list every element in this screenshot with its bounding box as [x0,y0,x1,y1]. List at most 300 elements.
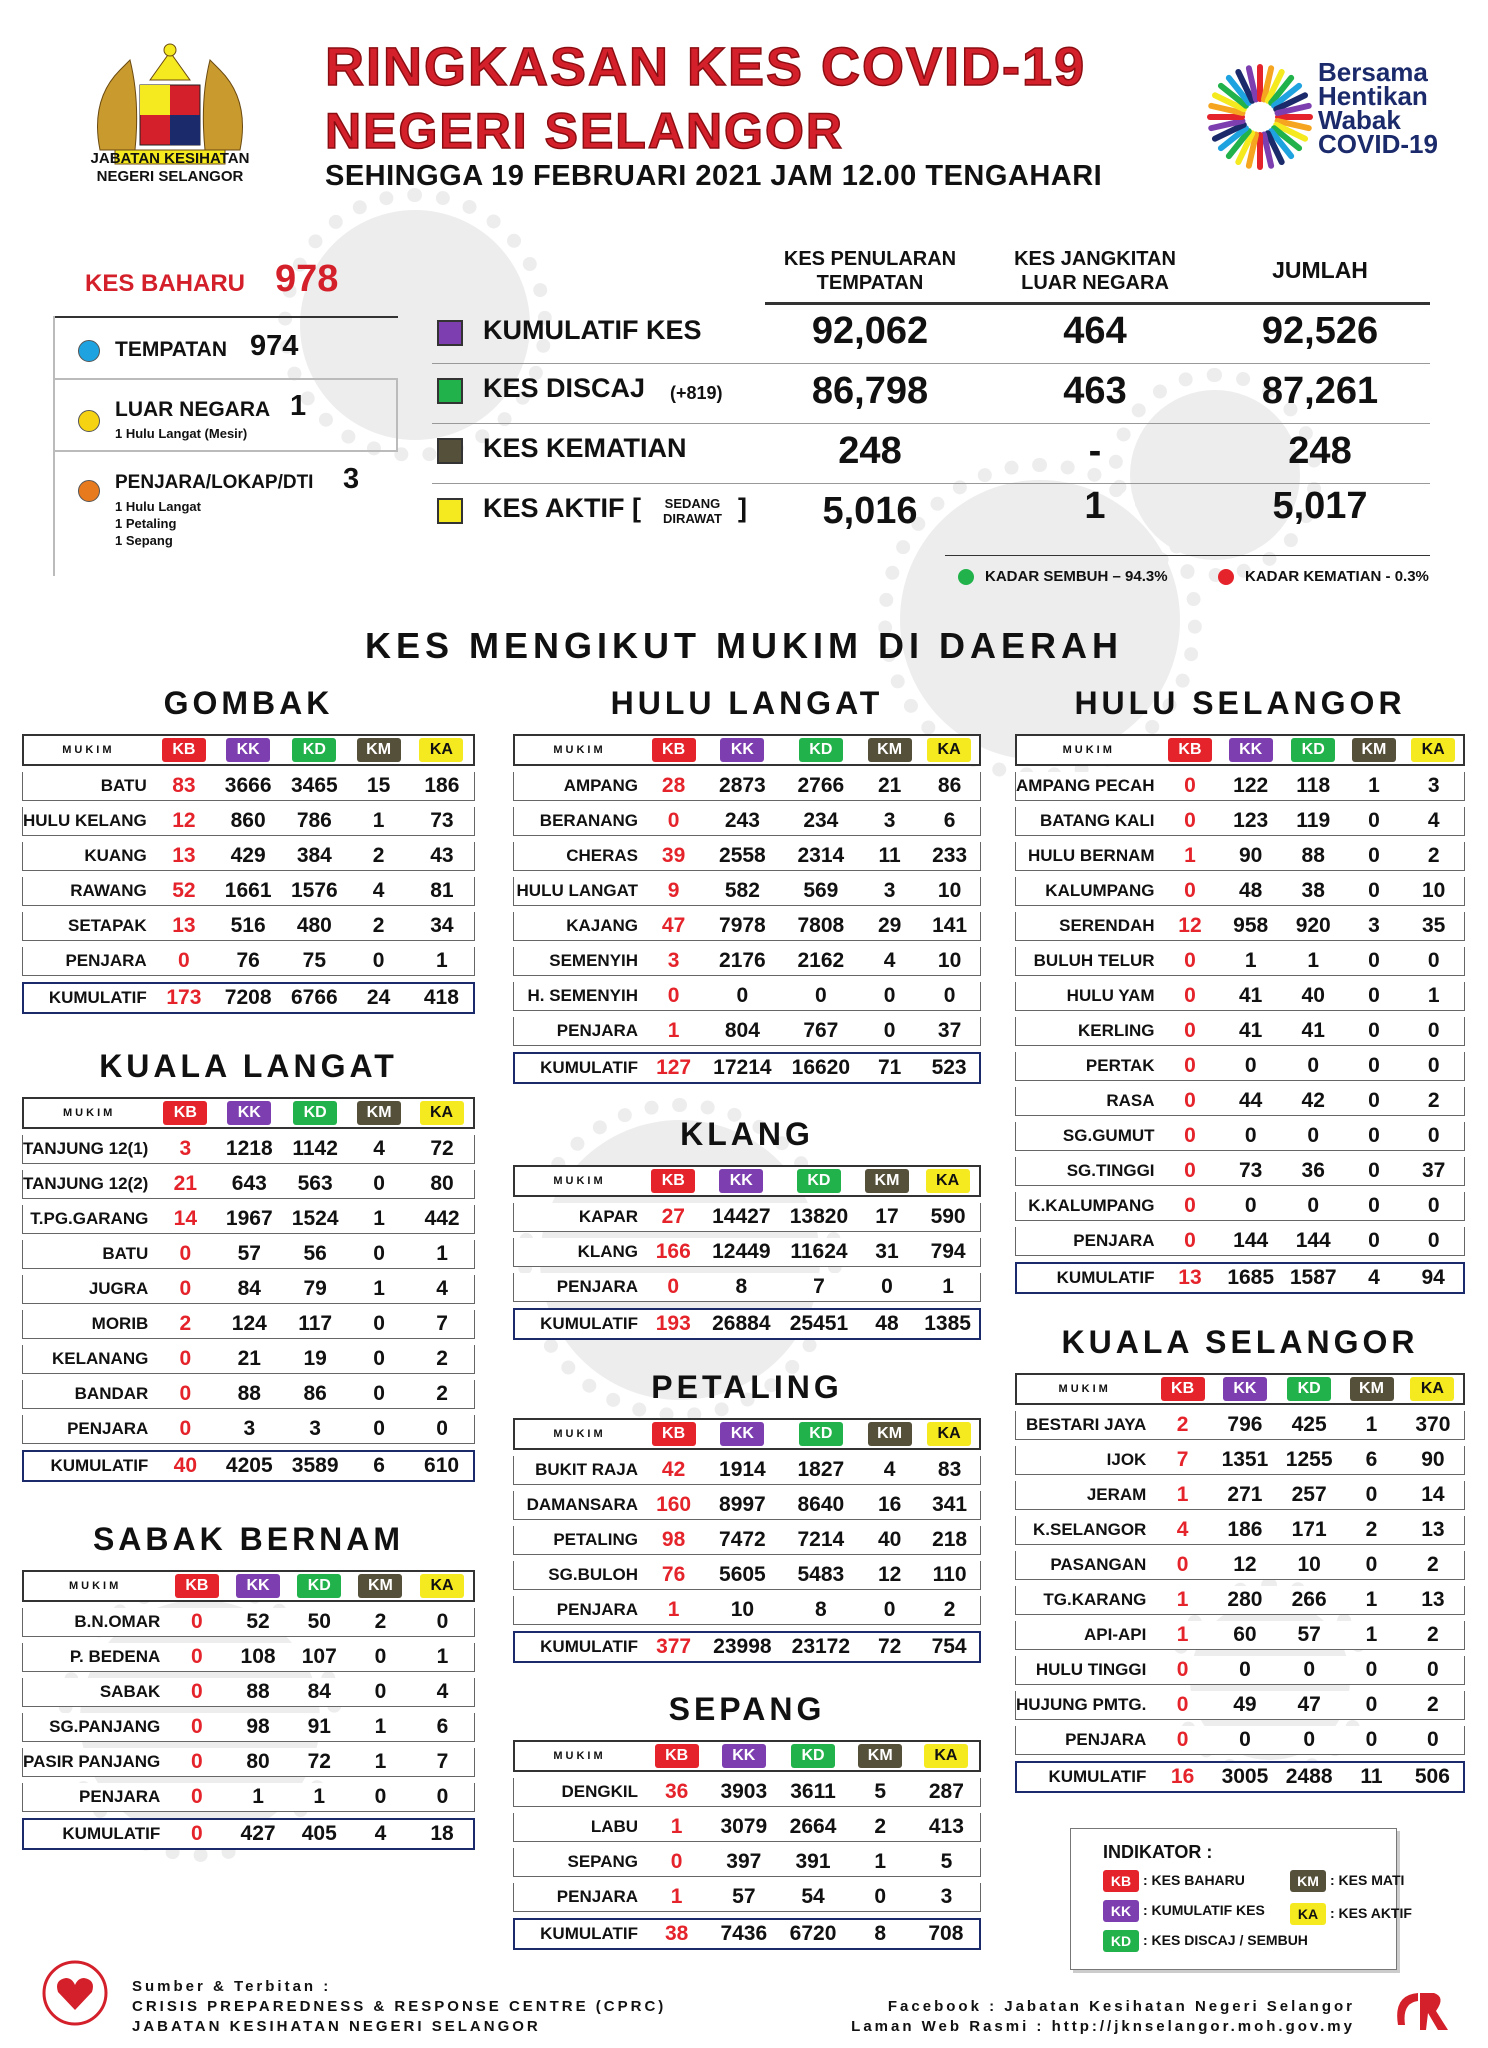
kumulatif-color-icon [437,320,463,346]
legend-ka-text: : KES AKTIF [1330,1905,1412,1921]
cell-ka: 218 [919,1526,981,1555]
table-row [513,1596,981,1625]
cell-kd: 266 [1277,1586,1341,1615]
cell-kb: 0 [1152,1726,1212,1755]
header-km: KM [1341,1373,1401,1405]
table-row [1015,1446,1465,1475]
table-row [22,842,475,871]
total-row [22,982,475,1014]
cell-ka: 0 [410,1415,475,1444]
cell-kk: 12449 [703,1238,781,1267]
mukim-name: TG.KARANG [1015,1586,1152,1615]
cell-kk: 57 [216,1240,282,1269]
total-km: 8 [848,1918,913,1950]
mukim-name: API-API [1015,1621,1152,1650]
table-row [22,1275,475,1304]
total-kk: 1685 [1219,1262,1282,1294]
cell-km: 0 [1344,877,1403,906]
cell-km: 2 [350,1608,411,1637]
mukim-name: CHERAS [513,842,644,871]
cell-kd: 391 [778,1848,847,1877]
mukim-name: BANDAR [22,1380,154,1409]
mukim-name: DENGKIL [513,1778,644,1807]
header-kd: KD [282,1097,348,1129]
cell-kk: 1914 [703,1456,781,1485]
table-row [1015,1481,1465,1510]
table-row [513,1526,981,1555]
cell-kb: 0 [644,1273,702,1302]
table-row [22,912,475,941]
mukim-name: SG.TINGGI [1015,1157,1161,1186]
cell-km: 3 [1344,912,1403,941]
cell-kk: 0 [1213,1656,1277,1685]
discaj-color-icon [437,378,463,404]
table-row [1015,1586,1465,1615]
recovery-rate: KADAR SEMBUH – 94.3% [985,568,1168,585]
cell-km: 16 [860,1491,919,1520]
page-title-line1: RINGKASAN KES COVID-19 [325,37,1087,97]
table-row [1015,1551,1465,1580]
cell-kb: 1 [644,1813,709,1842]
header-mukim: MUKIM [513,1418,644,1450]
cell-km: 0 [350,1643,411,1672]
cell-kb: 1 [1152,1586,1212,1615]
table-row [1015,1621,1465,1650]
cell-kb: 28 [644,772,703,801]
header-kd: KD [289,1570,350,1602]
cell-km: 1 [1341,1411,1401,1440]
table-row [513,1561,981,1590]
cell-ka: 2 [1402,1691,1465,1720]
cell-kk: 8 [703,1273,781,1302]
table-row [1015,982,1465,1011]
header-ka: KA [411,1570,475,1602]
aktif-color-icon [437,498,463,524]
cell-kk: 1218 [216,1135,282,1164]
cell-ka: 72 [410,1135,475,1164]
divider [53,378,398,380]
cell-kk: 0 [703,982,781,1011]
cell-ka: 287 [913,1778,981,1807]
table-row [513,947,981,976]
total-ka: 610 [410,1450,475,1482]
cell-ka: 341 [919,1491,981,1520]
cell-kd: 107 [289,1643,350,1672]
mukim-name: BATANG KALI [1015,807,1161,836]
report-date: SEHINGGA 19 FEBRUARI 2021 JAM 12.00 TENGAHARI [325,160,1103,192]
cell-kd: 2664 [778,1813,847,1842]
cell-kk: 10 [703,1596,781,1625]
cell-ka: 10 [919,877,981,906]
total-kd: 23172 [782,1631,860,1663]
cell-km: 0 [348,1380,410,1409]
cell-kk: 52 [227,1608,288,1637]
cell-kk: 280 [1213,1586,1277,1615]
table-row [1015,1122,1465,1151]
cell-kd: 480 [281,912,347,941]
table-row [513,807,981,836]
cell-kb: 0 [1152,1551,1212,1580]
cell-km: 0 [1344,1122,1403,1151]
divider [432,363,1430,364]
cell-ka: 110 [919,1561,981,1590]
district-name: HULU SELANGOR [1074,685,1406,721]
mukim-name: DAMANSARA [513,1491,644,1520]
cell-kd: 117 [282,1310,348,1339]
cell-ka: 80 [410,1170,475,1199]
district-sabak-bernam [22,1520,475,1856]
cell-kb: 39 [644,842,703,871]
header-ka: KA [919,1418,981,1450]
cell-kb: 21 [154,1170,216,1199]
cell-kb: 4 [1152,1516,1212,1545]
new-cases-label: KES BAHARU [85,270,246,297]
table-row [1015,1087,1465,1116]
cell-kd: 3611 [778,1778,847,1807]
table-row [513,1238,981,1267]
cell-kd: 569 [782,877,860,906]
campaign-logo-icon [1205,62,1315,172]
header-mukim: MUKIM [1015,1373,1152,1405]
cell-kb: 0 [1161,1227,1220,1256]
cell-kb: 0 [1161,772,1220,801]
total-kk: 4205 [216,1450,282,1482]
cell-kb: 0 [153,947,215,976]
total-kd: 6766 [281,982,347,1014]
aktif-tempatan: 5,016 [822,490,918,532]
table-row [1015,912,1465,941]
total-label: KUMULATIF [513,1918,644,1950]
cell-kk: 14427 [703,1203,781,1232]
cell-ka: 73 [410,807,475,836]
header-km: KM [348,1097,410,1129]
cell-ka: 0 [1403,1192,1465,1221]
mukim-name: PENJARA [513,1017,644,1046]
cell-kd: 1576 [281,877,347,906]
cell-ka: 370 [1402,1411,1465,1440]
aktif-luar: 1 [1084,485,1106,527]
total-kd: 6720 [778,1918,847,1950]
row-label-discaj: KES DISCAJ [483,373,646,403]
cell-kk: 48 [1219,877,1282,906]
table-row [513,1813,981,1842]
cell-kb: 12 [1161,912,1220,941]
total-label: KUMULATIF [22,1450,154,1482]
divider [432,483,1430,484]
header-mukim: MUKIM [22,1097,154,1129]
section-title: KES MENGIKUT MUKIM DI DAERAH [365,625,1123,666]
cell-kb: 0 [1161,807,1220,836]
cell-kd: 118 [1282,772,1345,801]
total-kd: 25451 [780,1308,858,1340]
cell-kd: 38 [1282,877,1345,906]
header-mukim: MUKIM [22,1570,166,1602]
cell-km: 4 [347,877,409,906]
table-row [1015,947,1465,976]
cell-km: 0 [1344,1157,1403,1186]
cell-kb: 166 [644,1238,702,1267]
cell-km: 1 [347,807,409,836]
cell-kd: 42 [1282,1087,1345,1116]
cell-ka: 794 [916,1238,981,1267]
cell-kb: 47 [644,912,703,941]
total-kb: 16 [1152,1761,1212,1793]
cell-km: 6 [1341,1446,1401,1475]
district-gombak [22,684,475,1020]
cell-km: 2 [347,842,409,871]
total-km: 71 [860,1052,919,1084]
cell-kd: 144 [1282,1227,1345,1256]
cell-kd: 41 [1282,1017,1345,1046]
cell-kk: 7978 [703,912,781,941]
mukim-name: K.SELANGOR [1015,1516,1152,1545]
mukim-name: PENJARA [22,947,153,976]
table-row [22,1415,475,1444]
cell-kb: 42 [644,1456,703,1485]
cell-km: 4 [860,947,919,976]
legend-km-text: : KES MATI [1330,1872,1405,1888]
table-row [513,912,981,941]
district-name: KUALA LANGAT [99,1048,398,1084]
kumulatif-luar: 464 [1063,310,1127,352]
cell-ka: 14 [1402,1481,1465,1510]
cell-kb: 13 [153,912,215,941]
cell-ka: 10 [1403,877,1465,906]
district-table [513,1734,981,1956]
header-kb: KB [154,1097,216,1129]
header-kb: KB [644,1165,702,1197]
total-row [22,1818,475,1850]
col-header-jumlah: JUMLAH [1272,257,1368,283]
district-table [22,1091,475,1488]
cell-ka: 1 [411,1643,475,1672]
cell-kk: 3903 [709,1778,778,1807]
cell-km: 17 [858,1203,916,1232]
cell-km: 4 [860,1456,919,1485]
penjara-value: 3 [343,463,360,495]
cell-kk: 429 [215,842,281,871]
cell-kb: 7 [1152,1446,1212,1475]
total-kd: 1587 [1282,1262,1345,1294]
cell-kb: 0 [644,807,703,836]
luar-negara-detail: 1 Hulu Langat (Mesir) [115,426,248,441]
cell-ka: 34 [410,912,475,941]
cell-kb: 0 [154,1345,216,1374]
cell-kk: 21 [216,1345,282,1374]
cell-kd: 1255 [1277,1446,1341,1475]
cell-kb: 0 [166,1643,227,1672]
penjara-detail: 1 Hulu Langat 1 Petaling 1 Sepang [115,499,201,548]
cell-ka: 35 [1403,912,1465,941]
cell-kd: 171 [1277,1516,1341,1545]
campaign-slogan: Bersama Hentikan Wabak COVID-19 [1318,57,1438,159]
cell-kk: 49 [1213,1691,1277,1720]
cell-ka: 2 [410,1345,475,1374]
header-km: KM [860,1418,919,1450]
mukim-name: TANJUNG 12(2) [22,1170,154,1199]
death-rate: KADAR KEMATIAN - 0.3% [1245,568,1429,585]
header-km: KM [860,734,919,766]
cell-kb: 0 [1161,1052,1220,1081]
cell-kb: 1 [644,1883,709,1912]
header-kb: KB [153,734,215,766]
district-hulu-selangor [1015,684,1465,1300]
cell-kd: 5483 [782,1561,860,1590]
col-header-tempatan: KES PENULARAN TEMPATAN [783,248,957,294]
header-kd: KD [281,734,347,766]
cell-ka: 7 [411,1748,475,1777]
mukim-name: B.N.OMAR [22,1608,166,1637]
mukim-name: KLANG [513,1238,644,1267]
cell-kd: 1827 [782,1456,860,1485]
cell-kb: 27 [644,1203,702,1232]
district-name: GOMBAK [163,685,334,721]
cell-kk: 122 [1219,772,1282,801]
mukim-name: BATU [22,772,153,801]
total-row [513,1052,981,1084]
legend-kk-text: : KUMULATIF KES [1143,1902,1265,1918]
luar-negara-dot-icon [78,410,100,432]
cell-kb: 0 [1161,1017,1220,1046]
cell-kk: 98 [227,1713,288,1742]
district-name: HULU LANGAT [610,685,884,721]
cell-km: 0 [1344,1227,1403,1256]
cell-kb: 1 [644,1017,703,1046]
cell-ka: 0 [1402,1726,1465,1755]
cell-kd: 425 [1277,1411,1341,1440]
total-label: KUMULATIF [22,1818,166,1850]
divider [432,423,1430,424]
table-row [1015,1157,1465,1186]
cell-ka: 1 [1403,982,1465,1011]
cell-kb: 76 [644,1561,703,1590]
cell-kk: 76 [215,947,281,976]
cell-kd: 86 [282,1380,348,1409]
cell-kb: 0 [644,1848,709,1877]
header-kk: KK [703,1165,781,1197]
cell-kk: 2558 [703,842,781,871]
total-kk: 17214 [703,1052,781,1084]
cell-km: 0 [1344,947,1403,976]
header-kk: KK [216,1097,282,1129]
total-row [22,1450,475,1482]
cell-kd: 0 [1282,1192,1345,1221]
mukim-name: KUANG [22,842,153,871]
legend-kd-text: : KES DISCAJ / SEMBUH [1143,1932,1308,1948]
mukim-name: JUGRA [22,1275,154,1304]
cell-kb: 0 [154,1380,216,1409]
cell-kb: 1 [1161,842,1220,871]
table-row [1015,1516,1465,1545]
cell-km: 5 [848,1778,913,1807]
cell-ka: 10 [919,947,981,976]
mukim-name: HUJUNG PMTG. [1015,1691,1152,1720]
table-row [513,982,981,1011]
cell-ka: 13 [1402,1516,1465,1545]
total-km: 4 [350,1818,411,1850]
cell-kk: 84 [216,1275,282,1304]
cell-km: 1 [1341,1621,1401,1650]
cell-kb: 0 [154,1415,216,1444]
cell-km: 0 [347,947,409,976]
legend-kb-badge: KB [1103,1870,1139,1892]
district-kuala-selangor [1015,1323,1465,1799]
total-label: KUMULATIF [1015,1262,1161,1294]
total-kk: 7208 [215,982,281,1014]
cell-kb: 0 [1161,1157,1220,1186]
cell-ka: 413 [913,1813,981,1842]
cell-km: 0 [1341,1481,1401,1510]
cell-ka: 90 [1402,1446,1465,1475]
mukim-name: T.PG.GARANG [22,1205,154,1234]
cell-kb: 13 [153,842,215,871]
total-kd: 405 [289,1818,350,1850]
cell-kb: 12 [153,807,215,836]
district-name: KUALA SELANGOR [1061,1324,1419,1360]
tempatan-dot-icon [78,340,100,362]
cell-kk: 397 [709,1848,778,1877]
table-row [22,947,475,976]
cell-km: 0 [348,1170,410,1199]
divider [53,316,55,576]
death-dot-icon [1218,569,1234,585]
table-row [22,1170,475,1199]
kumulatif-tempatan: 92,062 [811,310,929,352]
mukim-name: RAWANG [22,877,153,906]
cell-kk: 88 [227,1678,288,1707]
mukim-name: P. BEDENA [22,1643,166,1672]
cell-kb: 0 [166,1678,227,1707]
background-virus-graphic [1130,390,1300,560]
total-km: 11 [1341,1761,1401,1793]
cell-kb: 52 [153,877,215,906]
mukim-name: BUKIT RAJA [513,1456,644,1485]
total-kb: 377 [644,1631,703,1663]
cell-km: 0 [1344,1017,1403,1046]
cell-kb: 9 [644,877,703,906]
cell-ka: 13 [1402,1586,1465,1615]
total-kb: 38 [644,1918,709,1950]
cell-kb: 0 [1161,877,1220,906]
mukim-name: PENJARA [22,1415,154,1444]
cell-ka: 2 [1402,1621,1465,1650]
cell-kb: 160 [644,1491,703,1520]
cell-kd: 0 [1277,1726,1341,1755]
mukim-name: PENJARA [22,1783,166,1812]
total-km: 24 [347,982,409,1014]
divider [396,378,398,450]
district-name: SABAK BERNAM [92,1521,405,1557]
cell-ka: 86 [919,772,981,801]
total-row [1015,1262,1465,1294]
cell-kk: 186 [1213,1516,1277,1545]
cell-ka: 4 [411,1678,475,1707]
kematian-luar: - [1088,430,1102,472]
mukim-name: H. SEMENYIH [513,982,644,1011]
cell-kd: 234 [782,807,860,836]
cell-kb: 1 [644,1596,703,1625]
cell-kb: 98 [644,1526,703,1555]
table-row [22,1608,475,1637]
cell-kb: 0 [1161,982,1220,1011]
header-km: KM [858,1165,916,1197]
recovery-dot-icon [958,569,974,585]
district-table [1015,1367,1465,1799]
new-cases-value: 978 [275,258,339,300]
cell-kd: 50 [289,1608,350,1637]
cell-kk: 643 [216,1170,282,1199]
mukim-name: PENJARA [513,1883,644,1912]
